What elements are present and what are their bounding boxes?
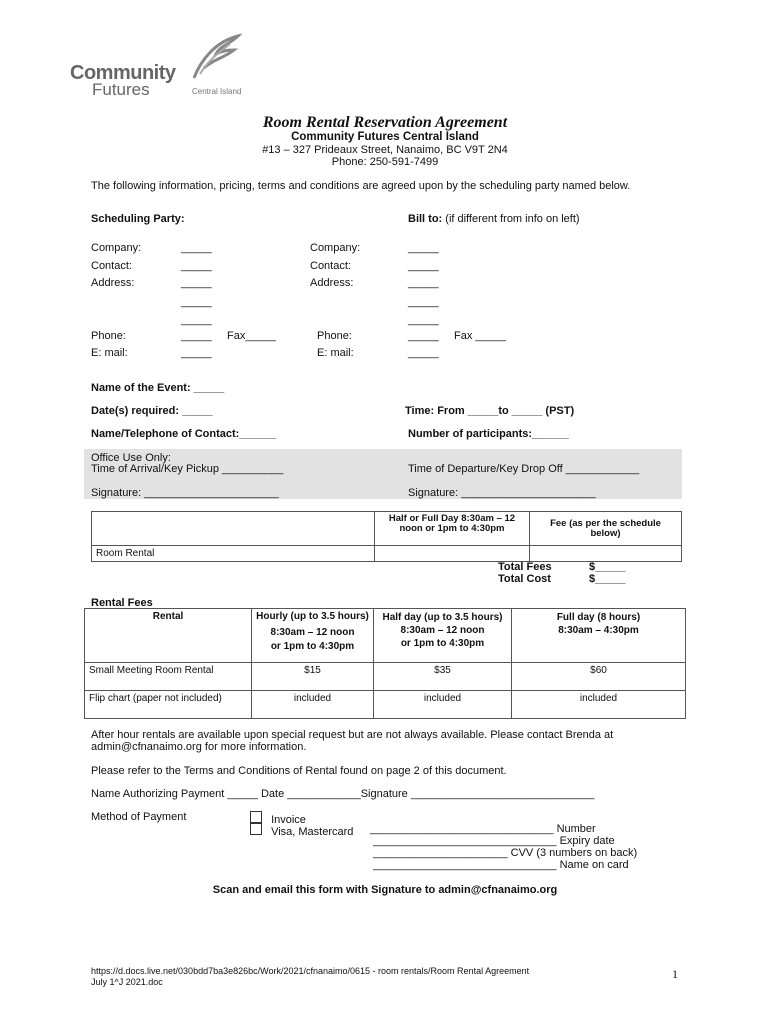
room-rental-half-full-cell[interactable] bbox=[375, 546, 530, 562]
scan-instruction: Scan and email this form with Signature to admin@cfnanaimo.org bbox=[212, 884, 558, 896]
bill-company-field[interactable]: _____ bbox=[408, 242, 439, 254]
after-hours-text: After hour rentals are available upon special request but are not always available. Please contact Brenda at admin@cfnanaimo.org for more information. bbox=[91, 729, 614, 753]
refer-text: Please refer to the Terms and Conditions of Rental found on page 2 of this document. bbox=[91, 765, 507, 777]
logo-line2: Futures bbox=[92, 80, 150, 99]
footer-path: https://d.docs.live.net/030bdd7ba3e826bc/Work/2021/cfnanaimo/0615 - room rentals/Room Rental Agreement bbox=[91, 966, 530, 976]
fees-header-hourly: Hourly (up to 3.5 hours) 8:30am – 12 noon or 1pm to 4:30pm bbox=[252, 609, 374, 663]
bill-email-field[interactable]: _____ bbox=[408, 347, 439, 359]
email-field[interactable]: _____ bbox=[181, 347, 212, 359]
fees-row-full: $60 bbox=[512, 663, 686, 691]
room-rental-fee-cell[interactable] bbox=[530, 546, 682, 562]
total-fees-field[interactable]: $_____ bbox=[589, 561, 626, 573]
contact-field[interactable]: _____ bbox=[181, 260, 212, 272]
address-field-1[interactable]: _____ bbox=[181, 277, 212, 289]
email-label: E: mail: bbox=[91, 347, 128, 359]
table-row bbox=[85, 663, 686, 691]
phone-field[interactable]: _____ bbox=[181, 330, 212, 342]
fax-field[interactable]: Fax_____ bbox=[227, 330, 276, 342]
fees-header-half: Half day (up to 3.5 hours) 8:30am – 12 noon or 1pm to 4:30pm bbox=[374, 609, 512, 663]
office-signature-right[interactable]: Signature: ______________________ bbox=[408, 487, 596, 499]
contact-label: Contact: bbox=[91, 260, 132, 272]
scheduling-heading: Scheduling Party: bbox=[91, 213, 185, 225]
participants-field[interactable]: Number of participants:______ bbox=[408, 428, 569, 440]
intro-text: The following information, pricing, terms and conditions are agreed upon by the scheduling party named below. bbox=[91, 180, 631, 192]
room-rental-table bbox=[91, 511, 682, 562]
phone-label: Phone: bbox=[91, 330, 126, 342]
bill-address-label: Address: bbox=[310, 277, 354, 289]
contact-name-field[interactable]: Name/Telephone of Contact:______ bbox=[91, 428, 277, 440]
address-label: Address: bbox=[91, 277, 135, 289]
office-signature-left[interactable]: Signature: ______________________ bbox=[91, 487, 279, 499]
bill-company-label: Company: bbox=[310, 242, 361, 254]
org-name: Community Futures Central Island bbox=[291, 131, 479, 143]
page-number: 1 bbox=[672, 967, 678, 981]
fees-row-hourly: included bbox=[252, 691, 374, 719]
logo-line1: Community bbox=[70, 62, 176, 84]
fees-header-full: Full day (8 hours) 8:30am – 4:30pm bbox=[512, 609, 686, 663]
total-cost-label: Total Cost bbox=[498, 573, 551, 585]
name-on-card-field[interactable]: ______________________________ Name on card bbox=[373, 859, 629, 871]
dates-required-field[interactable]: Date(s) required: _____ bbox=[91, 405, 213, 417]
fees-row-label: Small Meeting Room Rental bbox=[85, 663, 252, 691]
departure-field[interactable]: Time of Departure/Key Drop Off ____________ bbox=[408, 463, 640, 475]
bill-fax-field[interactable]: Fax _____ bbox=[454, 330, 506, 342]
bill-to-heading: Bill to: (if different from info on left) bbox=[408, 213, 580, 225]
time-field[interactable]: Time: From _____to _____ (PST) bbox=[405, 405, 575, 417]
fees-row-label: Flip chart (paper not included) bbox=[85, 691, 252, 719]
total-cost-field[interactable]: $_____ bbox=[589, 573, 626, 585]
page-title: Room Rental Reservation Agreement bbox=[262, 114, 508, 131]
blank-header-cell bbox=[92, 512, 375, 546]
rental-fees-table bbox=[84, 608, 686, 719]
logo-leaf-icon bbox=[190, 32, 242, 82]
authorizing-payment-field[interactable]: Name Authorizing Payment _____ Date ____________Signature ______________________________ bbox=[91, 788, 595, 800]
expiry-field[interactable]: ______________________________ Expiry date bbox=[373, 835, 615, 847]
fees-header-rental: Rental bbox=[85, 609, 252, 663]
bill-contact-label: Contact: bbox=[310, 260, 351, 272]
cvv-field[interactable]: ______________________ CVV (3 numbers on back) bbox=[373, 847, 638, 859]
bill-phone-field[interactable]: _____ bbox=[408, 330, 439, 342]
fees-row-half: $35 bbox=[374, 663, 512, 691]
org-phone: Phone: 250-591-7499 bbox=[331, 156, 439, 168]
bill-contact-field[interactable]: _____ bbox=[408, 260, 439, 272]
org-address: #13 – 327 Prideaux Street, Nanaimo, BC V9T 2N4 bbox=[262, 144, 508, 156]
fees-row-full: included bbox=[512, 691, 686, 719]
table-row bbox=[85, 691, 686, 719]
event-name-field[interactable]: Name of the Event: _____ bbox=[91, 382, 225, 394]
rental-fees-heading: Rental Fees bbox=[91, 597, 153, 609]
visa-option[interactable] bbox=[250, 823, 353, 838]
visa-label: Visa, Mastercard bbox=[271, 826, 354, 838]
address-field-3[interactable]: _____ bbox=[181, 314, 212, 326]
visa-checkbox[interactable] bbox=[250, 823, 262, 835]
fees-row-hourly: $15 bbox=[252, 663, 374, 691]
fee-header: Fee (as per the schedule below) bbox=[530, 512, 682, 546]
invoice-label: Invoice bbox=[271, 814, 306, 826]
company-field[interactable]: _____ bbox=[181, 242, 212, 254]
address-field-2[interactable]: _____ bbox=[181, 296, 212, 308]
footer-path-2: July 1^J 2021.doc bbox=[91, 977, 163, 987]
logo-line3: Central Island bbox=[192, 87, 242, 96]
company-label: Company: bbox=[91, 242, 142, 254]
bill-phone-label: Phone: bbox=[317, 330, 352, 342]
office-use-heading: Office Use Only: bbox=[91, 452, 171, 464]
invoice-checkbox[interactable] bbox=[250, 811, 262, 823]
bill-address-field-1[interactable]: _____ bbox=[408, 277, 439, 289]
half-full-header: Half or Full Day 8:30am – 12 noon or 1pm to 4:30pm bbox=[375, 512, 530, 546]
room-rental-label: Room Rental bbox=[92, 546, 375, 562]
total-fees-label: Total Fees bbox=[498, 561, 552, 573]
card-number-field[interactable]: ______________________________ Number bbox=[370, 823, 596, 835]
fees-row-half: included bbox=[374, 691, 512, 719]
payment-method-label: Method of Payment bbox=[91, 811, 187, 823]
bill-email-label: E: mail: bbox=[317, 347, 354, 359]
bill-address-field-3[interactable]: _____ bbox=[408, 314, 439, 326]
arrival-field[interactable]: Time of Arrival/Key Pickup __________ bbox=[91, 463, 284, 475]
bill-address-field-2[interactable]: _____ bbox=[408, 296, 439, 308]
